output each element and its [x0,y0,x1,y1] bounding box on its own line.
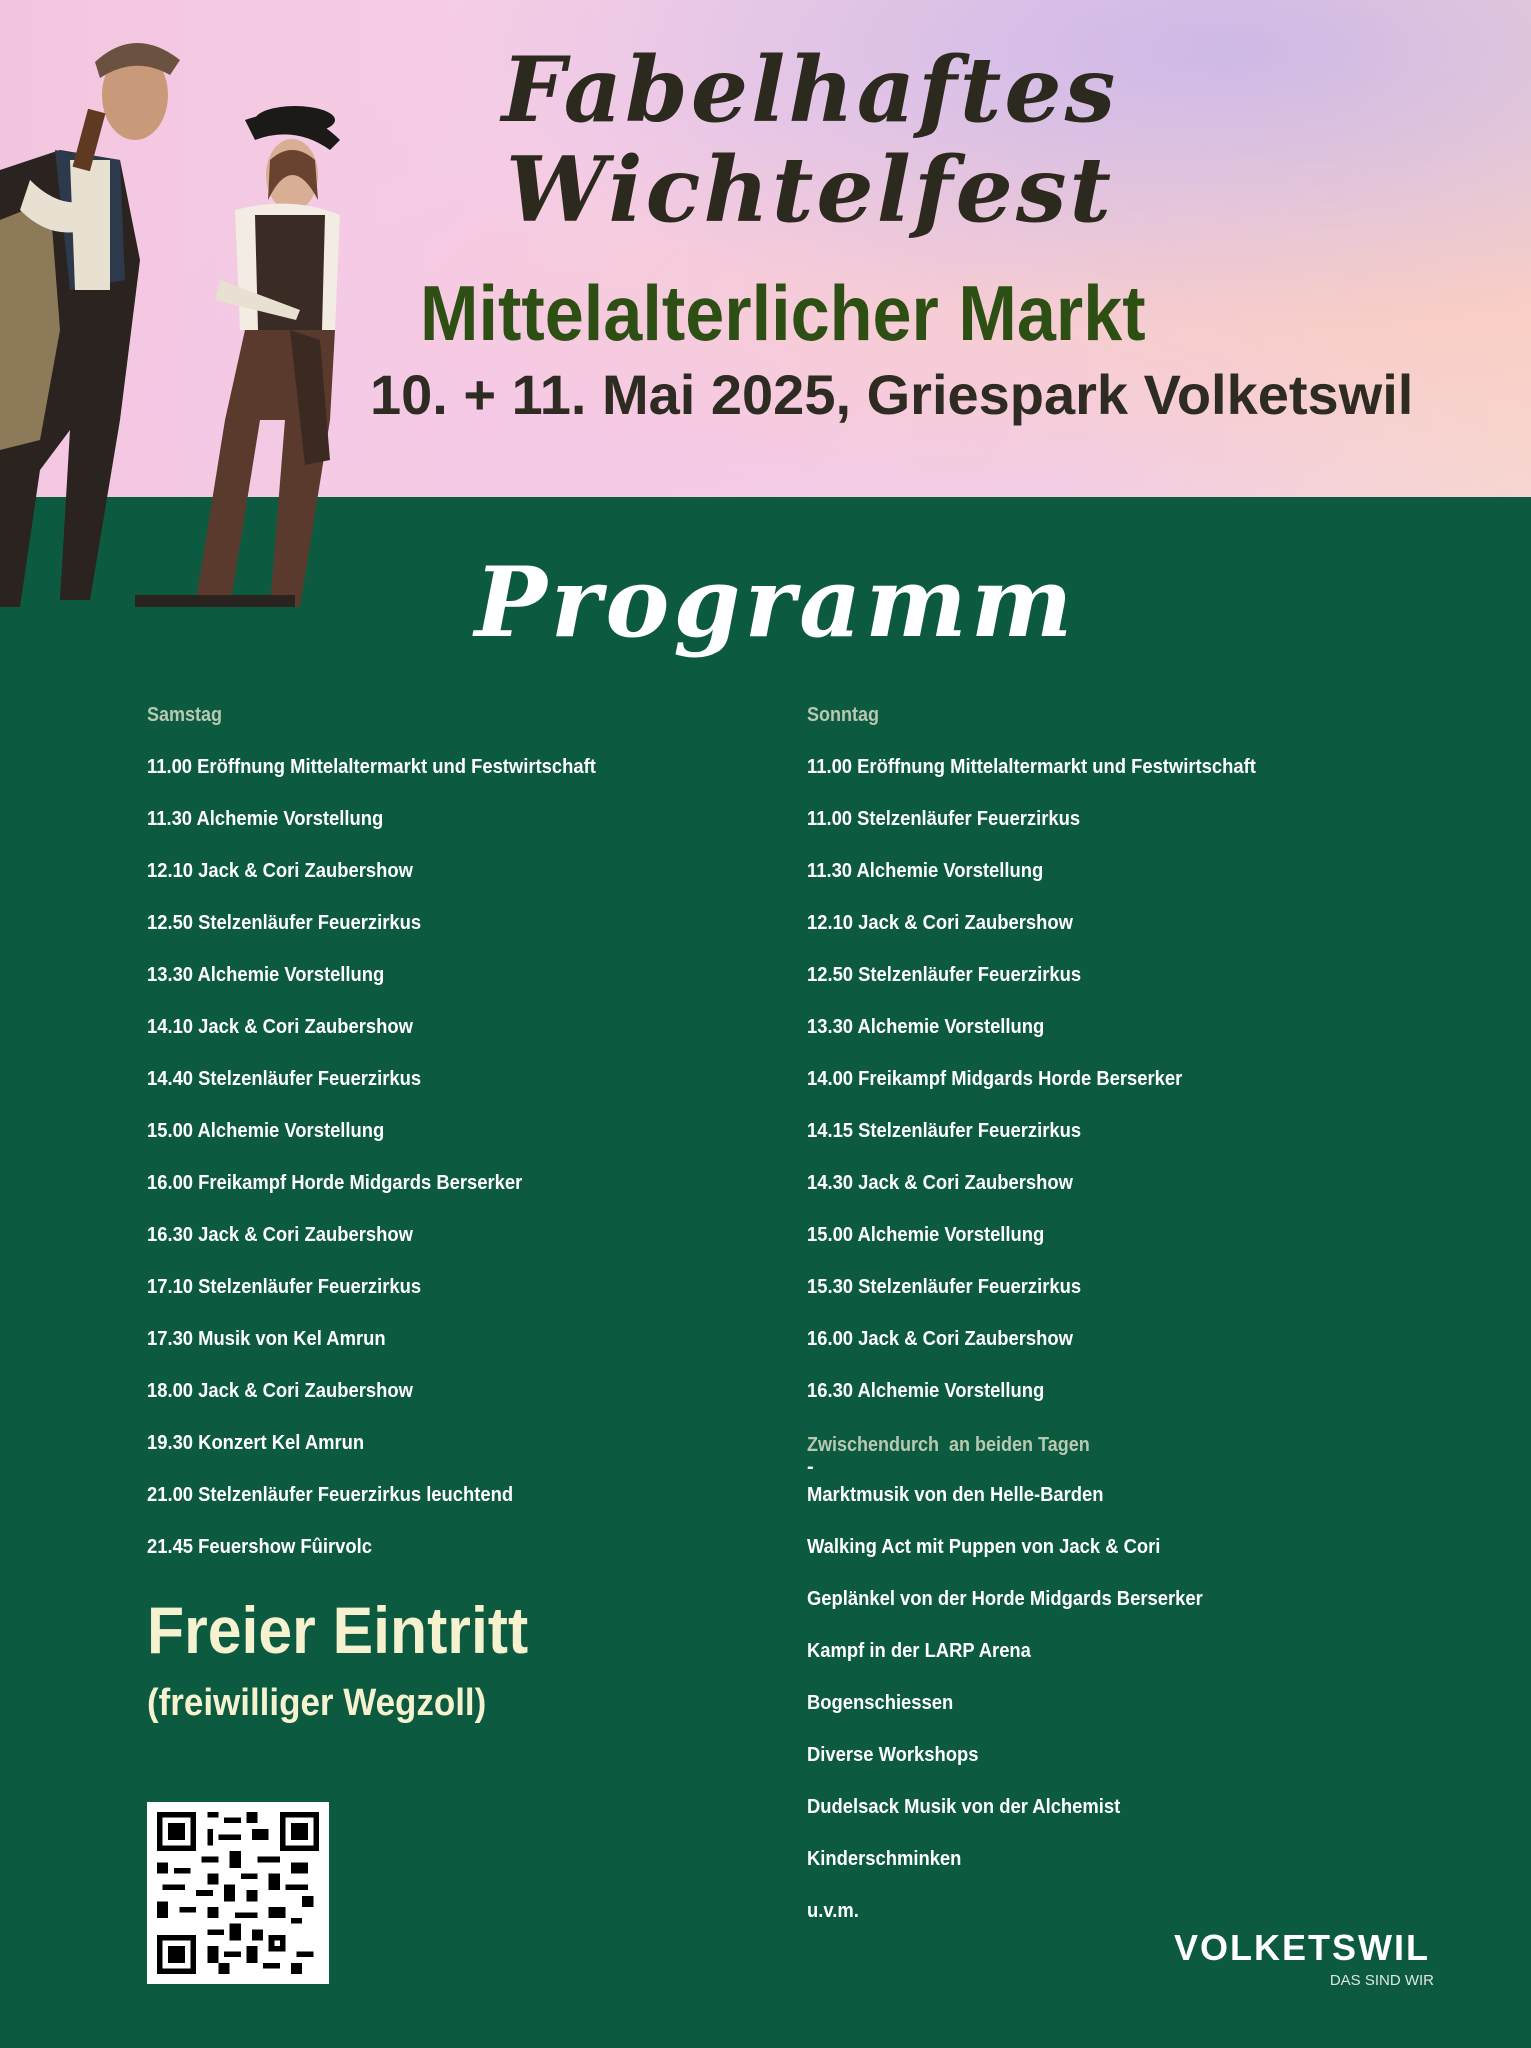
qr-code-icon [157,1812,319,1974]
schedule-entry: 12.50 Stelzenläufer Feuerzirkus [807,964,1082,986]
activity-entry: Dudelsack Musik von der Alchemist [807,1796,1121,1818]
schedule-entry: 18.00 Jack & Cori Zaubershow [147,1380,413,1402]
schedule-entry: 12.10 Jack & Cori Zaubershow [807,912,1073,934]
schedule-entry: 21.45 Feuershow Fûirvolc [147,1536,372,1558]
saturday-schedule [147,752,767,1584]
schedule-entry: 14.15 Stelzenläufer Feuerzirkus [807,1120,1082,1142]
sunday-column [807,700,1427,1948]
schedule-entry: 11.30 Alchemie Vorstellung [147,808,384,830]
event-title-line1: Fabelhaftes [501,37,1119,143]
schedule-entry: 17.10 Stelzenläufer Feuerzirkus [147,1276,422,1298]
event-title-line2: Wichtelfest [505,137,1115,243]
schedule-entry: 12.50 Stelzenläufer Feuerzirkus [147,912,422,934]
schedule-entry: 16.00 Jack & Cori Zaubershow [807,1328,1073,1350]
schedule-entry: 15.00 Alchemie Vorstellung [147,1120,385,1142]
program-title: Programm [474,546,1077,659]
schedule-entry: 16.00 Freikampf Horde Midgards Berserker [147,1172,523,1194]
schedule-entry: 16.30 Jack & Cori Zaubershow [147,1224,413,1246]
schedule-entry: 14.00 Freikampf Midgards Horde Berserker [807,1068,1183,1090]
sunday-schedule [807,752,1427,1428]
schedule-entry: 16.30 Alchemie Vorstellung [807,1380,1045,1402]
activity-entry: Marktmusik von den Helle-Barden [807,1484,1104,1506]
activity-entry: Geplänkel von der Horde Midgards Berserker [807,1588,1203,1610]
performers-illustration [0,0,400,607]
schedule-entry: 17.30 Musik von Kel Amrun [147,1328,386,1350]
schedule-entry: 19.30 Konzert Kel Amrun [147,1432,365,1454]
qr-code[interactable] [147,1802,329,1984]
schedule-entry: 11.30 Alchemie Vorstellung [807,860,1044,882]
saturday-column [147,700,767,1584]
both-days-heading: Zwischendurch an beiden Tagen [807,1434,1090,1456]
volketswil-tagline: DAS SIND WIR [1329,1972,1434,1989]
activity-entry: Bogenschiessen [807,1692,954,1714]
activity-entry: u.v.m. [807,1900,859,1922]
schedule-entry: 15.30 Stelzenläufer Feuerzirkus [807,1276,1082,1298]
volketswil-logo: VOLKETSWIL [1174,1927,1430,1968]
schedule-entry: 21.00 Stelzenläufer Feuerzirkus leuchtend [147,1484,514,1506]
activity-entry: Kampf in der LARP Arena [807,1640,1031,1662]
schedule-entry: 11.00 Stelzenläufer Feuerzirkus [807,808,1081,830]
activity-entry: Diverse Workshops [807,1744,979,1766]
schedule-entry: 14.10 Jack & Cori Zaubershow [147,1016,413,1038]
schedule-entry: 14.30 Jack & Cori Zaubershow [807,1172,1073,1194]
saturday-heading: Samstag [147,704,223,726]
schedule-entry: 14.40 Stelzenläufer Feuerzirkus [147,1068,422,1090]
activity-entry: Kinderschminken [807,1848,962,1870]
both-days-list [807,1480,1427,1948]
schedule-entry: 12.10 Jack & Cori Zaubershow [147,860,413,882]
schedule-entry: 11.00 Eröffnung Mittelaltermarkt und Festwirtschaft [147,756,596,778]
free-admission-title: Freier Eintritt [147,1593,529,1667]
activity-entry: Walking Act mit Puppen von Jack & Cori [807,1536,1161,1558]
schedule-entry: 15.00 Alchemie Vorstellung [807,1224,1045,1246]
event-subtitle: Mittelalterlicher Markt [420,269,1146,357]
schedule-entry: 13.30 Alchemie Vorstellung [147,964,385,986]
free-admission-note: (freiwilliger Wegzoll) [147,1682,487,1724]
sunday-heading: Sonntag [807,704,879,726]
performers-photo [0,0,400,607]
event-date-location: 10. + 11. Mai 2025, Griespark Volketswil [370,363,1414,426]
schedule-entry: 11.00 Eröffnung Mittelaltermarkt und Festwirtschaft [807,756,1256,778]
both-days-dash: - [807,1456,814,1478]
schedule-entry: 13.30 Alchemie Vorstellung [807,1016,1045,1038]
